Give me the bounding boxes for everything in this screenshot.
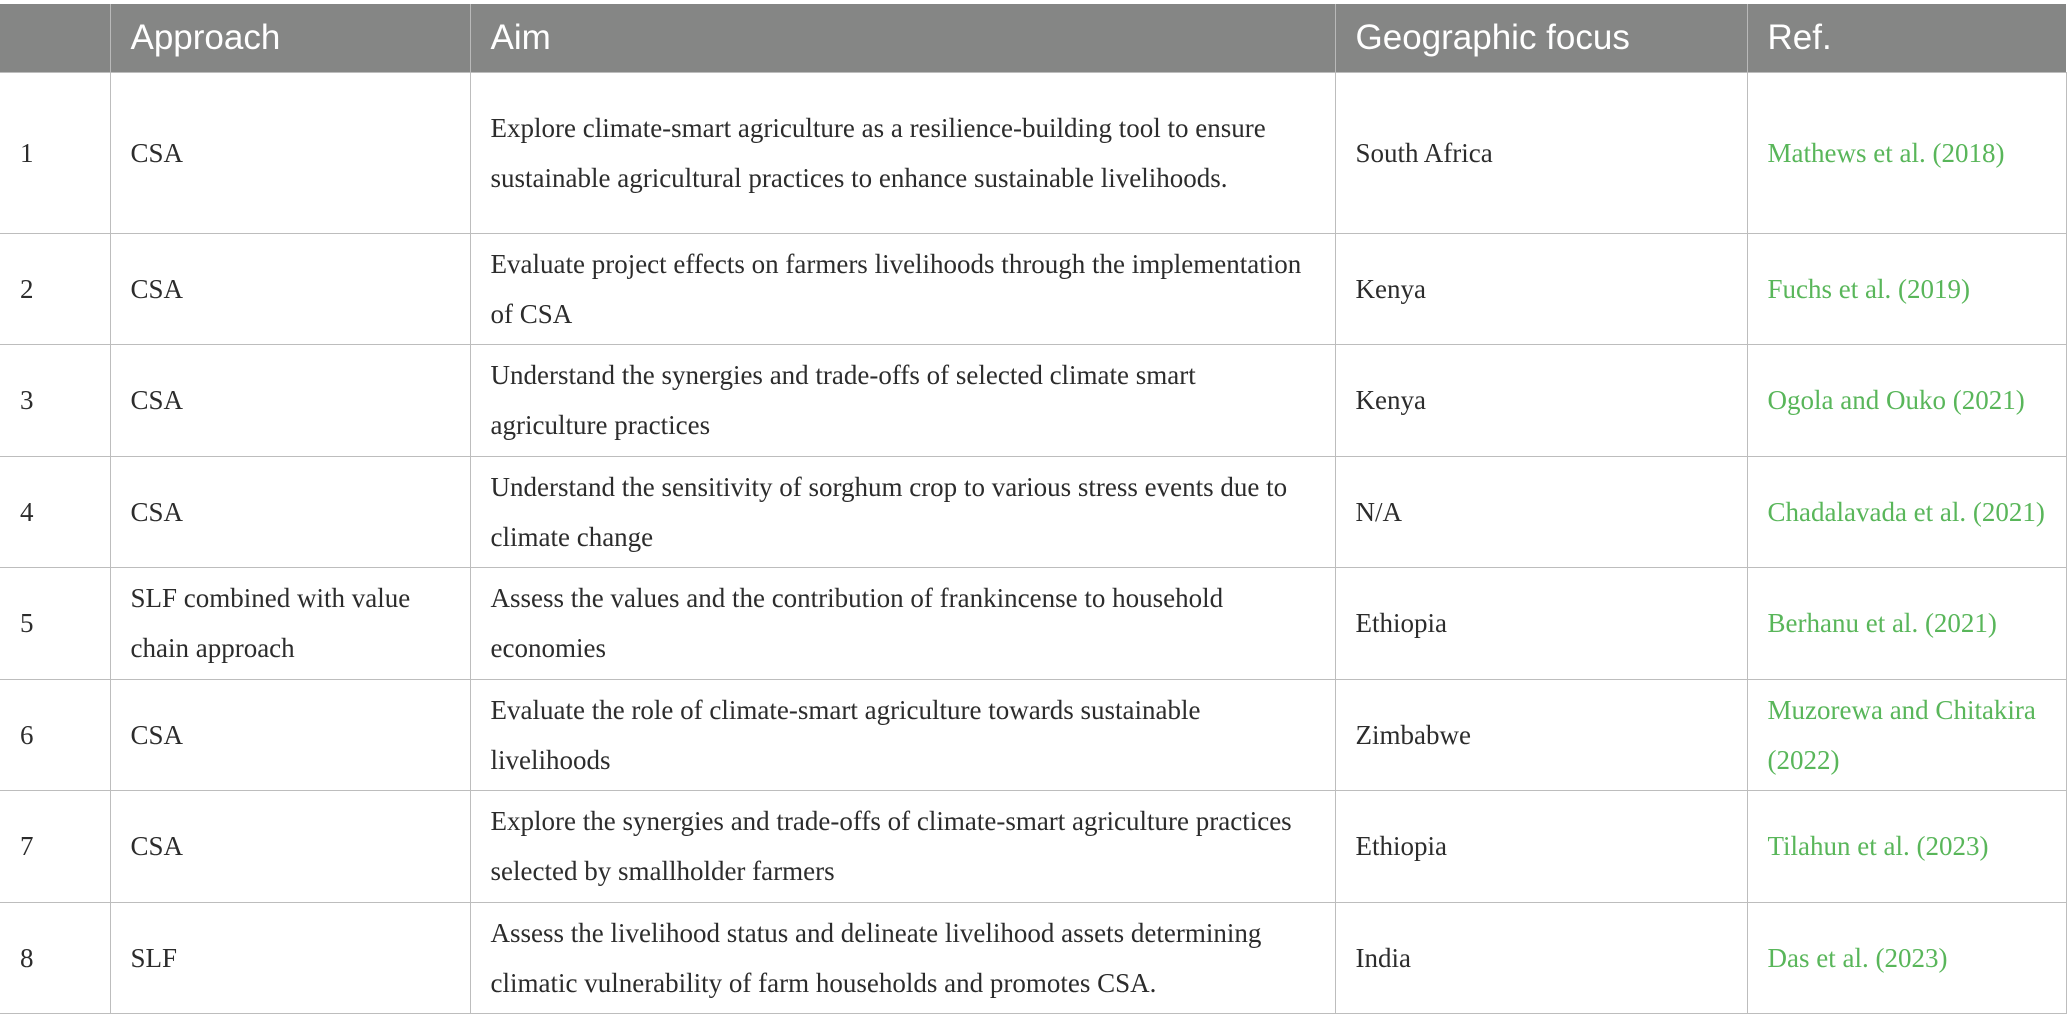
ref-cell — [1747, 790, 2066, 902]
table-row — [0, 679, 2066, 790]
row-number: 3 — [0, 344, 110, 456]
table-row — [0, 567, 2066, 679]
aim-cell: Evaluate project effects on farmers livelihoods through the implementation of CSA — [470, 233, 1335, 344]
header-geographic-focus: Geographic focus — [1335, 4, 1747, 72]
table-body — [0, 72, 2066, 1013]
ref-link[interactable]: Das et al. (2023) — [1767, 942, 1948, 973]
ref-link[interactable]: Berhanu et al. (2021) — [1767, 608, 1997, 638]
ref-cell — [1747, 344, 2066, 456]
geographic-focus-cell: India — [1335, 902, 1747, 1013]
ref-link[interactable]: Muzorewa and Chitakira (2022) — [1767, 694, 2036, 775]
ref-link[interactable]: Tilahun et al. (2023) — [1767, 831, 1989, 861]
aim-cell: Assess the livelihood status and delineate livelihood assets determining climatic vulnerability of farm households and promotes CSA. — [470, 902, 1335, 1013]
approach-cell: CSA — [110, 456, 470, 567]
literature-table — [0, 4, 2067, 1014]
ref-cell — [1747, 72, 2066, 233]
header-approach: Approach — [110, 4, 470, 72]
table-row — [0, 72, 2066, 233]
approach-cell: CSA — [110, 233, 470, 344]
header-ref: Ref. — [1747, 4, 2066, 72]
row-number: 4 — [0, 456, 110, 567]
geographic-focus-cell: South Africa — [1335, 72, 1747, 233]
approach-cell: SLF combined with value chain approach — [110, 567, 470, 679]
approach-cell: CSA — [110, 72, 470, 233]
header-number — [0, 4, 110, 72]
geographic-focus-cell: Ethiopia — [1335, 567, 1747, 679]
geographic-focus-cell: Kenya — [1335, 344, 1747, 456]
aim-cell: Explore the synergies and trade-offs of climate-smart agriculture practices selected by smallholder farmers — [470, 790, 1335, 902]
ref-link[interactable]: Ogola and Ouko (2021) — [1767, 385, 2025, 415]
approach-cell: CSA — [110, 344, 470, 456]
geographic-focus-cell: Zimbabwe — [1335, 679, 1747, 790]
table-row — [0, 902, 2066, 1013]
header-aim: Aim — [470, 4, 1335, 72]
approach-cell: CSA — [110, 679, 470, 790]
table-row — [0, 344, 2066, 456]
table-row — [0, 790, 2066, 902]
table-header — [0, 4, 2066, 72]
ref-link[interactable]: Fuchs et al. (2019) — [1767, 273, 1970, 304]
row-number: 6 — [0, 679, 110, 790]
ref-link[interactable]: Chadalavada et al. (2021) — [1767, 496, 2045, 527]
aim-cell: Understand the synergies and trade-offs of selected climate smart agriculture practices — [470, 344, 1335, 456]
approach-cell: CSA — [110, 790, 470, 902]
ref-cell — [1747, 233, 2066, 344]
ref-cell — [1747, 456, 2066, 567]
header-row — [0, 4, 2066, 72]
ref-link[interactable]: Mathews et al. (2018) — [1767, 137, 2005, 168]
ref-cell — [1747, 679, 2066, 790]
geographic-focus-cell: Ethiopia — [1335, 790, 1747, 902]
ref-cell — [1747, 902, 2066, 1013]
aim-cell: Understand the sensitivity of sorghum crop to various stress events due to climate change — [470, 456, 1335, 567]
row-number: 2 — [0, 233, 110, 344]
aim-cell: Evaluate the role of climate-smart agriculture towards sustainable livelihoods — [470, 679, 1335, 790]
ref-cell — [1747, 567, 2066, 679]
approach-cell: SLF — [110, 902, 470, 1013]
aim-cell: Assess the values and the contribution of frankincense to household economies — [470, 567, 1335, 679]
aim-cell: Explore climate-smart agriculture as a resilience-building tool to ensure sustainable agricultural practices to enhance sustainable livelihoods. — [470, 72, 1335, 233]
row-number: 8 — [0, 902, 110, 1013]
row-number: 1 — [0, 72, 110, 233]
row-number: 5 — [0, 567, 110, 679]
geographic-focus-cell: N/A — [1335, 456, 1747, 567]
row-number: 7 — [0, 790, 110, 902]
table-row — [0, 456, 2066, 567]
table-row — [0, 233, 2066, 344]
geographic-focus-cell: Kenya — [1335, 233, 1747, 344]
